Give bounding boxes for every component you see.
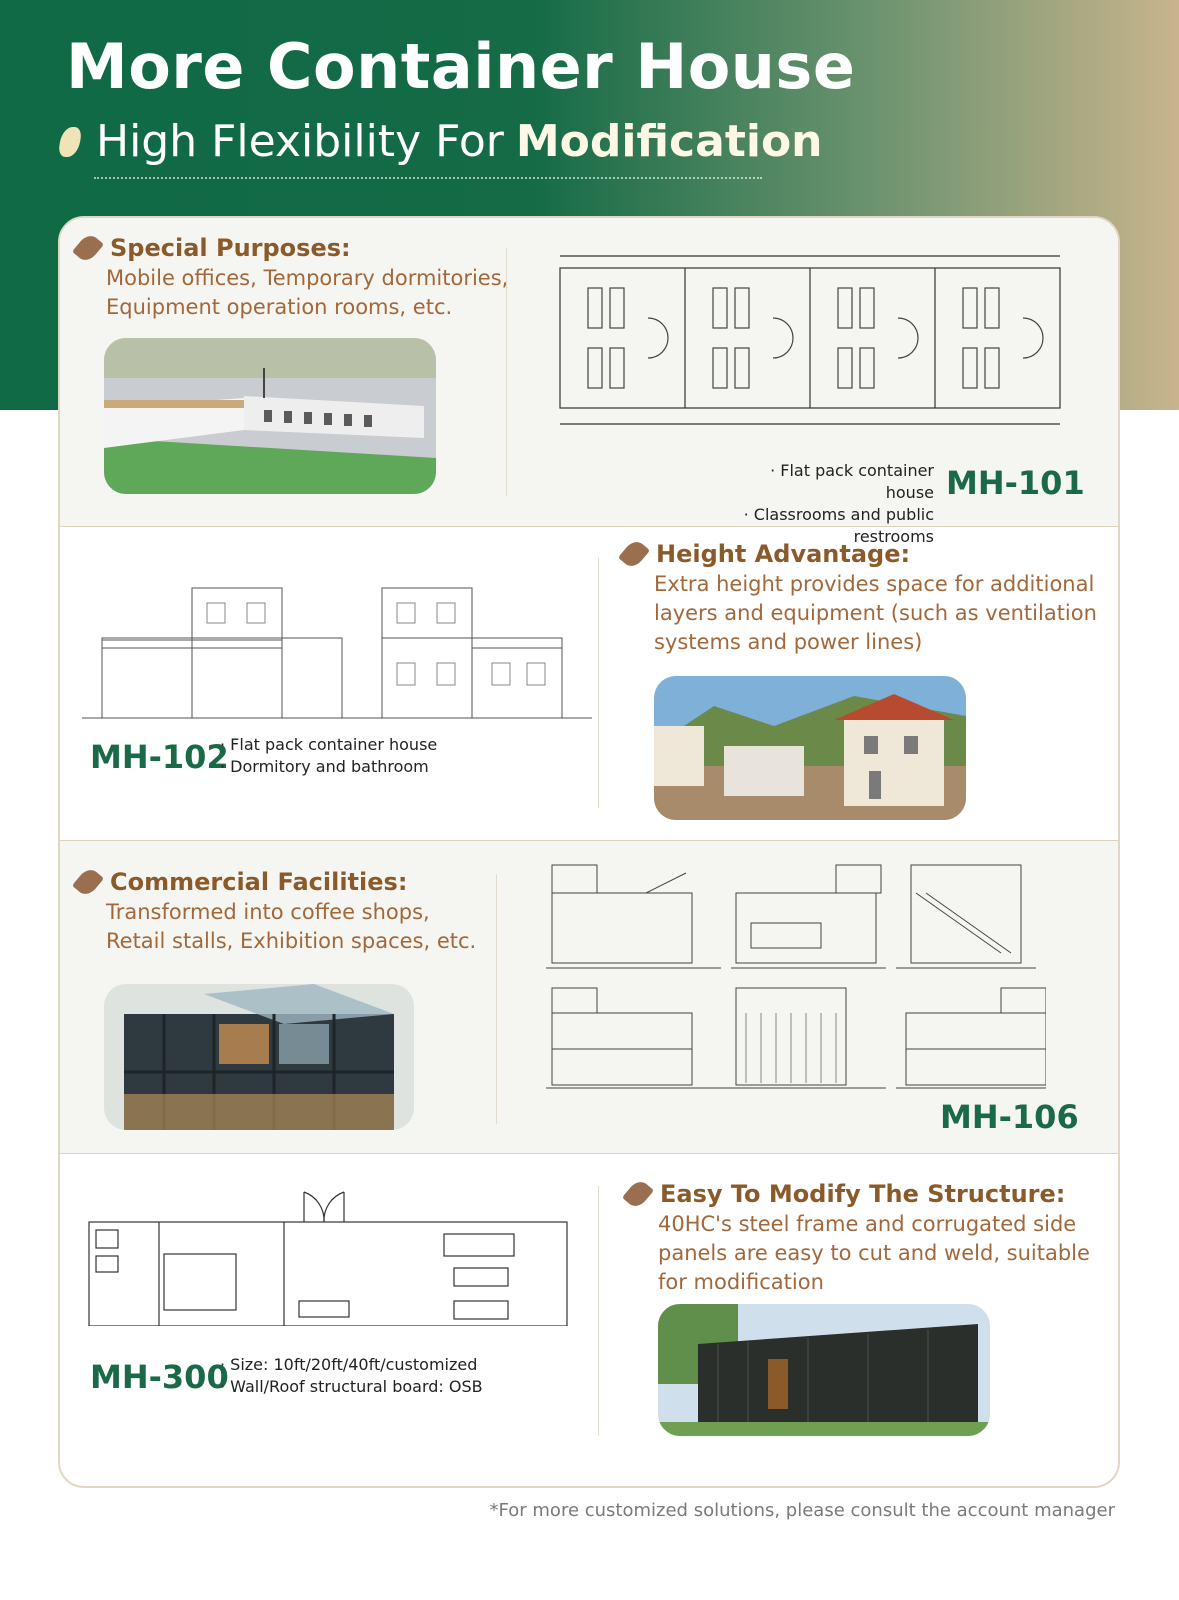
leaf-icon: [622, 1178, 654, 1211]
content-card: [58, 216, 1120, 1488]
notes-mh101: [730, 460, 934, 548]
heading-height-advantage: [624, 540, 910, 568]
note-line: · Size: 10ft/20ft/40ft/customized: [220, 1355, 478, 1374]
elevations-mh106: [546, 863, 1046, 1093]
photo-office-dormitory: [104, 338, 436, 494]
heading-text: Special Purposes:: [110, 234, 351, 262]
subtitle-regular: High Flexibility For: [96, 116, 504, 167]
photo-glass-cafe: [104, 984, 414, 1130]
desc-line: 40HC's steel frame and corrugated side: [658, 1212, 1077, 1236]
floorplan-mh101: [548, 248, 1068, 448]
desc-commercial: [106, 898, 476, 956]
photo-two-storey-house: [654, 676, 966, 820]
diamond-icon: [57, 127, 82, 157]
desc-easy-modify: [658, 1210, 1090, 1297]
model-mh101: MH-101: [946, 464, 1085, 502]
note-line: · Classrooms and public restrooms: [743, 505, 934, 546]
model-mh106: MH-106: [940, 1098, 1079, 1136]
photo-black-container: [658, 1304, 990, 1436]
model-mh300: MH-300: [90, 1358, 229, 1396]
footer-note: *For more customized solutions, please consult the account manager: [489, 1500, 1115, 1521]
vertical-divider: [598, 558, 599, 808]
note-line: · Flat pack container house: [770, 461, 934, 502]
heading-text: Commercial Facilities:: [110, 868, 408, 896]
notes-mh102: [220, 734, 437, 778]
desc-line: Retail stalls, Exhibition spaces, etc.: [106, 929, 477, 953]
page-title: More Container House: [66, 30, 856, 103]
section-divider: [60, 1153, 1118, 1154]
page-subtitle: [60, 116, 823, 167]
desc-line: layers and equipment (such as ventilation: [654, 601, 1097, 625]
desc-line: systems and power lines): [654, 630, 923, 654]
subtitle-bold: Modification: [515, 116, 823, 167]
heading-commercial: [78, 868, 407, 896]
vertical-divider: [506, 248, 507, 496]
vertical-divider: [598, 1186, 599, 1436]
notes-mh300: [220, 1354, 483, 1398]
desc-line: Extra height provides space for additional: [654, 572, 1095, 596]
note-line: · Wall/Roof structural board: OSB: [220, 1377, 483, 1396]
desc-line: for modification: [658, 1270, 824, 1294]
elevation-mh102: [82, 568, 592, 728]
desc-line: Equipment operation rooms, etc.: [106, 295, 453, 319]
leaf-icon: [618, 538, 650, 571]
floorplan-mh300: [84, 1186, 574, 1326]
dotted-divider: [94, 177, 762, 179]
desc-height-advantage: [654, 570, 1097, 657]
desc-line: Mobile offices, Temporary dormitories,: [106, 266, 509, 290]
desc-special-purposes: [106, 264, 508, 322]
section-divider: [60, 526, 1118, 527]
model-mh102: MH-102: [90, 738, 229, 776]
heading-text: Easy To Modify The Structure:: [660, 1180, 1066, 1208]
heading-text: Height Advantage:: [656, 540, 911, 568]
heading-easy-modify: [628, 1180, 1065, 1208]
note-line: · Dormitory and bathroom: [220, 757, 429, 776]
desc-line: Transformed into coffee shops,: [106, 900, 430, 924]
heading-special-purposes: [78, 234, 351, 262]
note-line: · Flat pack container house: [220, 735, 438, 754]
vertical-divider: [496, 874, 497, 1124]
desc-line: panels are easy to cut and weld, suitable: [658, 1241, 1090, 1265]
